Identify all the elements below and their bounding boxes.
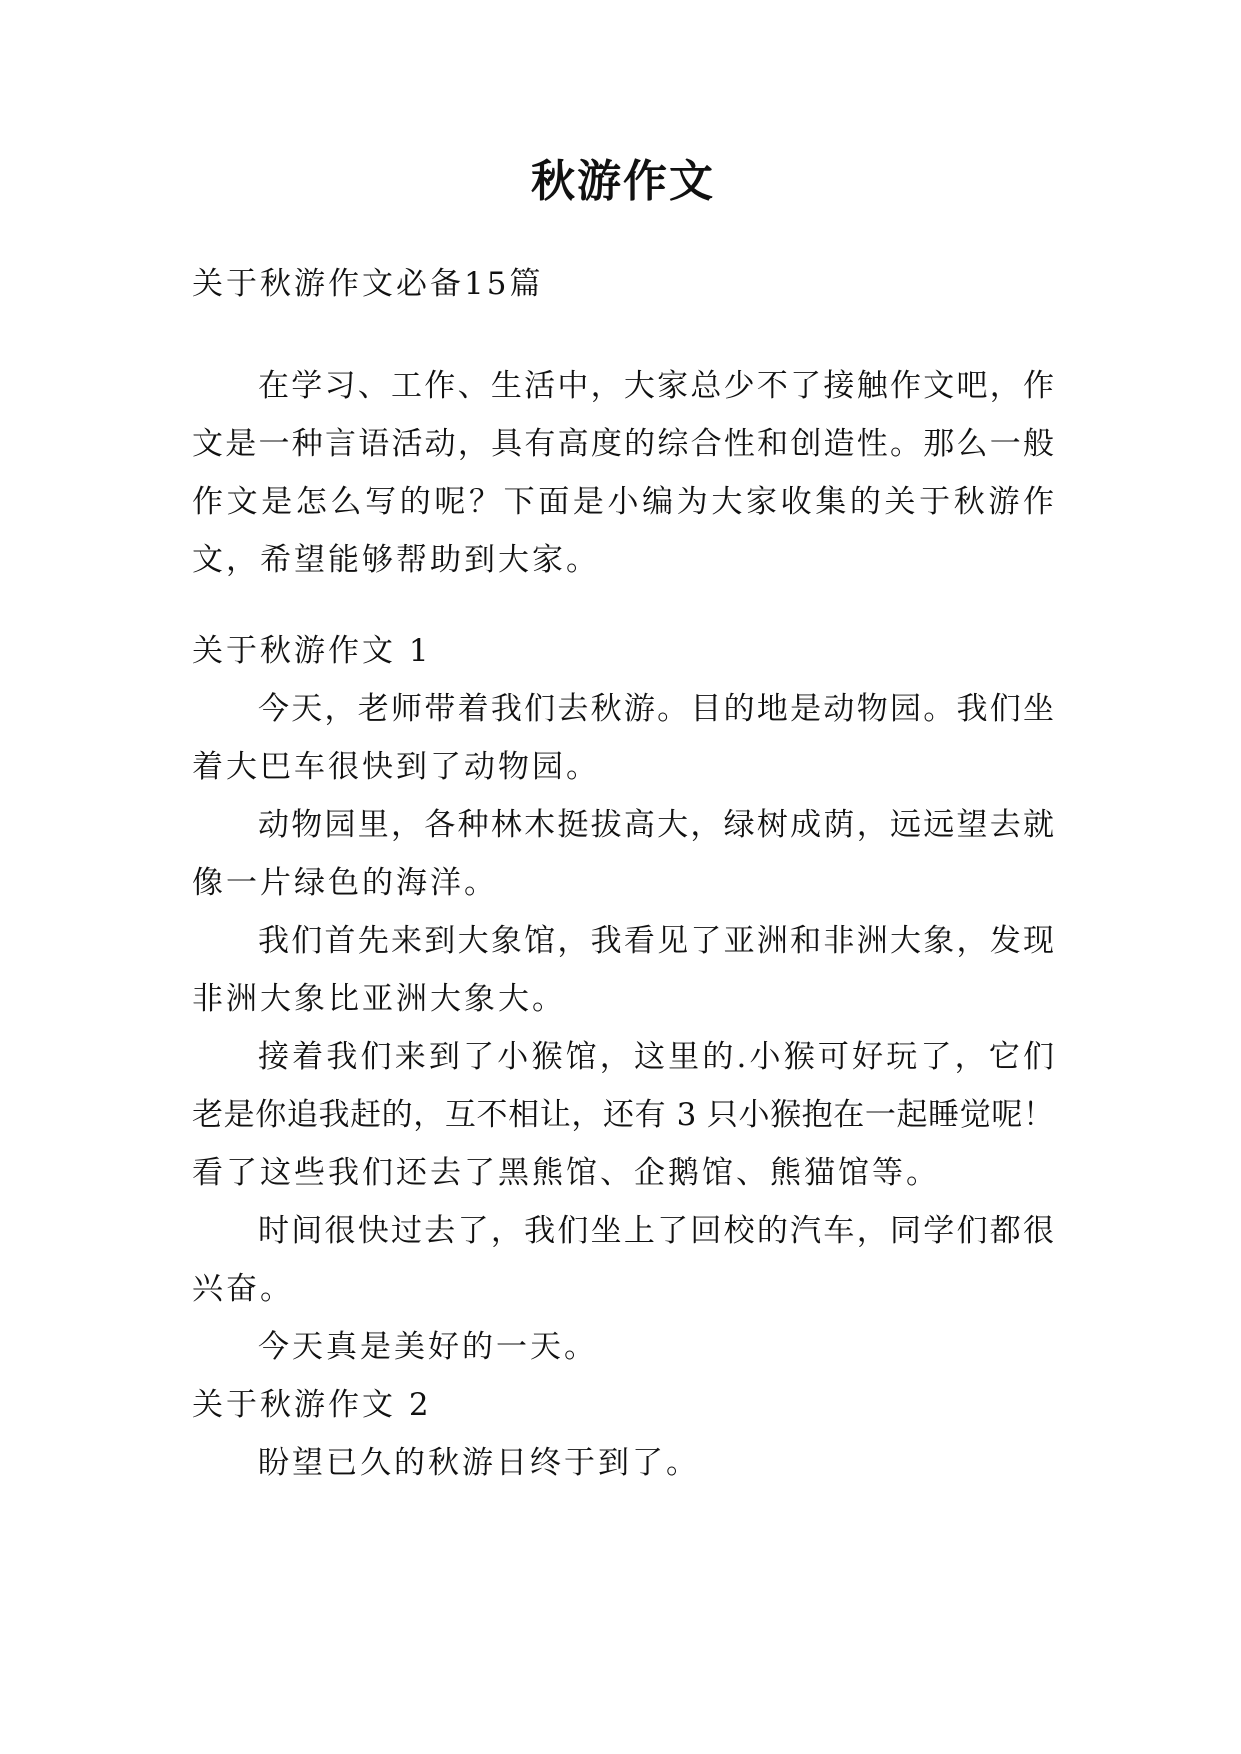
essay-1-line-6: 非洲大象比亚洲大象大。	[192, 981, 566, 1017]
intro-line-2: 文是一种言语活动，具有高度的综合性和创造性。那么一般	[192, 426, 1054, 462]
essay-1-line-12: 今天真是美好的一天。	[258, 1329, 598, 1365]
essay-1-line-5: 我们首先来到大象馆，我看见了亚洲和非洲大象，发现	[258, 923, 1054, 959]
document-subtitle: 关于秋游作文必备15篇	[192, 266, 544, 302]
essay-1-line-10: 时间很快过去了，我们坐上了回校的汽车，同学们都很	[258, 1213, 1054, 1249]
intro-line-4: 文，希望能够帮助到大家。	[192, 542, 600, 578]
essay-1-line-8: 老是你追我赶的，互不相让，还有 3 只小猴抱在一起睡觉呢！	[192, 1097, 1054, 1133]
essay-1-line-1: 今天，老师带着我们去秋游。目的地是动物园。我们坐	[258, 691, 1054, 727]
essay-2-line-1: 盼望已久的秋游日终于到了。	[258, 1445, 700, 1481]
essay-1-line-11: 兴奋。	[192, 1271, 294, 1307]
essay-2-heading: 关于秋游作文 2	[192, 1387, 432, 1423]
essay-1-line-9: 看了这些我们还去了黑熊馆、企鹅馆、熊猫馆等。	[192, 1155, 940, 1191]
essay-1-line-3: 动物园里，各种林木挺拔高大，绿树成荫，远远望去就	[258, 807, 1054, 843]
essay-1-heading: 关于秋游作文 1	[192, 633, 432, 669]
essay-1-line-4: 像一片绿色的海洋。	[192, 865, 498, 901]
document-title: 秋游作文	[531, 156, 715, 207]
essay-1-line-7: 接着我们来到了小猴馆，这里的.小猴可好玩了，它们	[258, 1039, 1054, 1075]
intro-line-1: 在学习、工作、生活中，大家总少不了接触作文吧，作	[258, 368, 1054, 404]
intro-line-3: 作文是怎么写的呢？下面是小编为大家收集的关于秋游作	[192, 484, 1054, 520]
essay-1-line-2: 着大巴车很快到了动物园。	[192, 749, 600, 785]
